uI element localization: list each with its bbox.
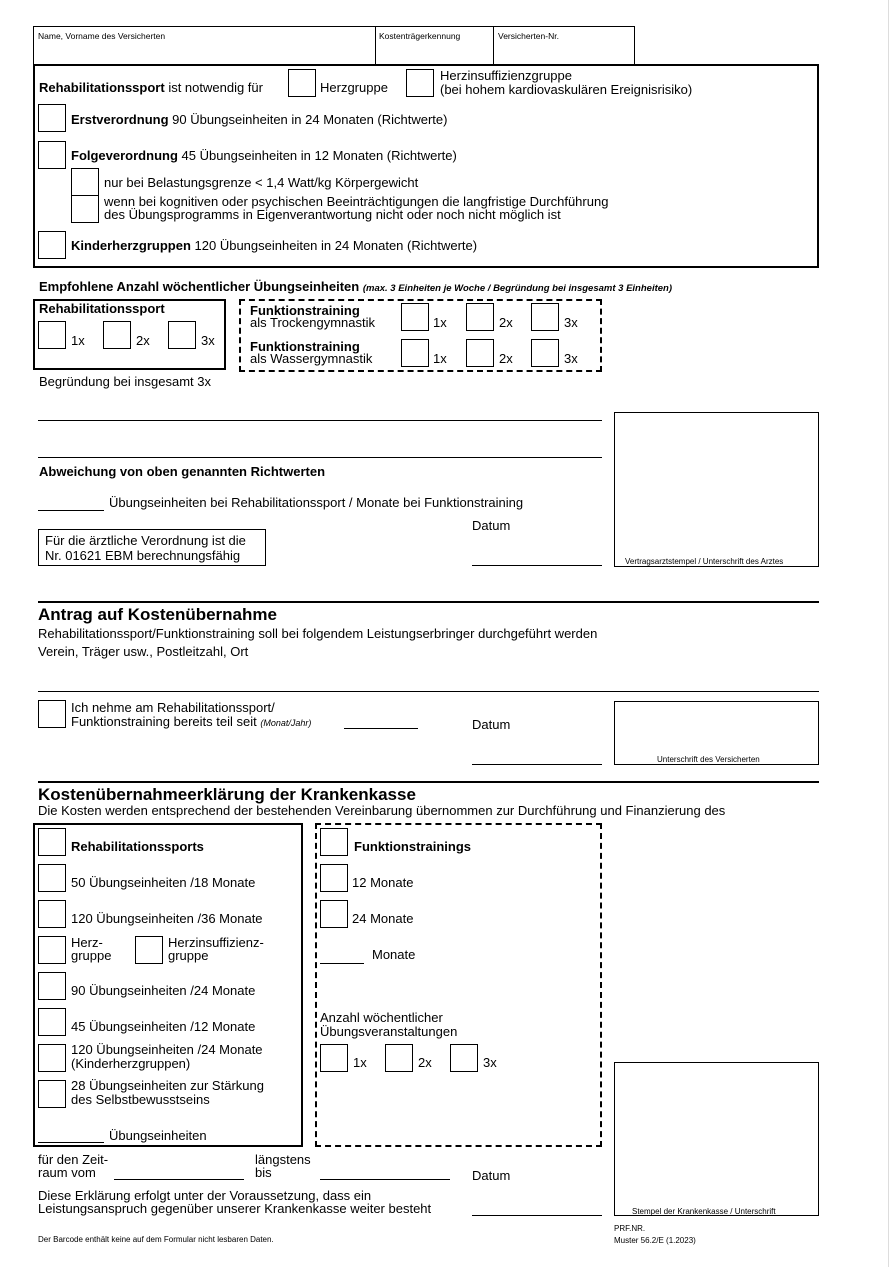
kasse-3x-checkbox[interactable] xyxy=(450,1044,478,1072)
ft-wasser-3x-checkbox[interactable] xyxy=(531,339,559,367)
kasse-2x-checkbox[interactable] xyxy=(385,1044,413,1072)
seit-input-line[interactable] xyxy=(344,728,418,729)
ft-trocken-3x-label: 3x xyxy=(564,315,578,330)
arzt-stamp-label: Vertragsarztstempel / Unterschrift des Arztes xyxy=(625,557,784,566)
zeitraum-vom-line[interactable] xyxy=(114,1179,244,1180)
rs-einheiten-label: Übungseinheiten xyxy=(109,1128,207,1143)
versicherten-nr-field[interactable] xyxy=(493,26,635,66)
rs-28-label-1: 28 Übungseinheiten zur Stärkung xyxy=(71,1078,264,1093)
ft-wasser-label: als Wassergymnastik xyxy=(250,351,373,366)
ft-title: Funktionstrainings xyxy=(354,839,471,854)
kasse-datum-label: Datum xyxy=(472,1168,511,1183)
rs-28-checkbox[interactable] xyxy=(38,1080,66,1108)
ft-trocken-1x-checkbox[interactable] xyxy=(401,303,429,331)
rs-120-24-checkbox[interactable] xyxy=(38,1044,66,1072)
ft-24-label: 24 Monate xyxy=(352,911,414,926)
rs-herzgruppe-label-2: gruppe xyxy=(71,948,112,963)
ft-trocken-label: als Trockengymnastik xyxy=(250,315,375,330)
ft-trocken-title: Funktionstraining xyxy=(250,303,360,318)
zeitraum-label-1: für den Zeit- xyxy=(38,1152,109,1167)
name-label: Name, Vorname des Versicherten xyxy=(38,31,166,41)
leistungserbringer-line[interactable] xyxy=(38,691,819,692)
reha-1x-label: 1x xyxy=(71,333,85,348)
abweichung-datum-label: Datum xyxy=(472,518,511,533)
barcode-note: Der Barcode enthält keine auf dem Formular nicht lesbaren Daten. xyxy=(38,1235,274,1244)
ebm-line-1: Für die ärztliche Verordnung ist die xyxy=(45,533,246,548)
bereits-teil-line-2: Funktionstraining bereits teil seit (Monat/Jahr) xyxy=(71,714,312,729)
ft-checkbox[interactable] xyxy=(320,828,348,856)
herzinsuff-note: (bei hohem kardiovaskulären Ereignisrisiko) xyxy=(440,82,693,97)
ft-monate-line[interactable] xyxy=(320,963,364,964)
begruendung-label: Begründung bei insgesamt 3x xyxy=(39,374,212,389)
ft-trocken-1x-label: 1x xyxy=(433,315,447,330)
folgeverordnung-label: Folgeverordnung 45 Übungseinheiten in 12 Monaten (Richtwerte) xyxy=(71,148,457,163)
ft-wasser-1x-checkbox[interactable] xyxy=(401,339,429,367)
rs-50-label: 50 Übungseinheiten /18 Monate xyxy=(71,875,256,890)
page-edge xyxy=(888,0,889,1267)
anzahl-label-2: Übungsveranstaltungen xyxy=(320,1024,458,1039)
erklaerung-line-1: Diese Erklärung erfolgt unter der Voraussetzung, dass ein xyxy=(38,1188,372,1203)
abweichung-datum-line[interactable] xyxy=(472,565,602,566)
herzgruppe-label: Herzgruppe xyxy=(320,80,388,95)
ft-monate-label: Monate xyxy=(372,947,416,962)
bereits-teil-checkbox[interactable] xyxy=(38,700,66,728)
kasse-1x-checkbox[interactable] xyxy=(320,1044,348,1072)
herzgruppe-checkbox[interactable] xyxy=(288,69,316,97)
kasse-subtitle: Die Kosten werden entsprechend der bestehenden Vereinbarung übernommen zur Durchführung und Finanzierung des xyxy=(38,803,726,818)
rs-45-checkbox[interactable] xyxy=(38,1008,66,1036)
weekly-title: Empfohlene Anzahl wöchentlicher Übungseinheiten (max. 3 Einheiten je Woche / Begründung bei insgesamt 3 Einheiten) xyxy=(39,279,673,294)
antrag-line-1: Rehabilitationssport/Funktionstraining soll bei folgendem Leistungserbringer durchgeführt werden xyxy=(38,626,598,641)
ft-box xyxy=(315,823,602,1147)
rs-45-label: 45 Übungseinheiten /12 Monate xyxy=(71,1019,256,1034)
prfnr-label: PRF.NR. xyxy=(614,1224,646,1233)
reha-weekly-title: Rehabilitationssport xyxy=(39,301,165,316)
antrag-divider xyxy=(38,601,819,603)
kostentraeger-field[interactable] xyxy=(375,26,494,66)
rs-einheiten-line[interactable] xyxy=(38,1142,104,1143)
reha-3x-label: 3x xyxy=(201,333,215,348)
belastungsgrenze-label: nur bei Belastungsgrenze < 1,4 Watt/kg Körpergewicht xyxy=(104,175,419,190)
ft-wasser-2x-checkbox[interactable] xyxy=(466,339,494,367)
abweichung-input-line[interactable] xyxy=(38,510,104,511)
kasse-1x-label: 1x xyxy=(353,1055,367,1070)
kinderherzgruppen-label: Kinderherzgruppen 120 Übungseinheiten in 24 Monaten (Richtwerte) xyxy=(71,238,478,253)
ft-12-label: 12 Monate xyxy=(352,875,414,890)
versicherten-nr-label: Versicherten-Nr. xyxy=(498,31,559,41)
muster-label: Muster 56.2/E (1.2023) xyxy=(614,1236,696,1245)
anzahl-label-1: Anzahl wöchentlicher xyxy=(320,1010,443,1025)
folgeverordnung-checkbox[interactable] xyxy=(38,141,66,169)
ft-12-checkbox[interactable] xyxy=(320,864,348,892)
rs-herzinsuff-label-2: gruppe xyxy=(168,948,209,963)
kasse-stamp-label: Stempel der Krankenkasse / Unterschrift xyxy=(632,1207,776,1216)
herzinsuff-label: Herzinsuffizienzgruppe xyxy=(440,68,572,83)
reha-2x-label: 2x xyxy=(136,333,150,348)
ft-trocken-3x-checkbox[interactable] xyxy=(531,303,559,331)
kostentraeger-label: Kostenträgerkennung xyxy=(379,31,461,41)
kasse-datum-line[interactable] xyxy=(472,1215,602,1216)
rs-120-36-checkbox[interactable] xyxy=(38,900,66,928)
kasse-stamp-box[interactable] xyxy=(614,1062,819,1216)
rs-herzgruppe-checkbox[interactable] xyxy=(38,936,66,964)
ft-24-checkbox[interactable] xyxy=(320,900,348,928)
ft-trocken-2x-checkbox[interactable] xyxy=(466,303,494,331)
ft-wasser-1x-label: 1x xyxy=(433,351,447,366)
abweichung-text: Übungseinheiten bei Rehabilitationssport / Monate bei Funktionstraining xyxy=(109,495,524,510)
antrag-line-2: Verein, Träger usw., Postleitzahl, Ort xyxy=(38,644,249,659)
erstverordnung-checkbox[interactable] xyxy=(38,104,66,132)
kognitiv-label-1: wenn bei kognitiven oder psychischen Beeinträchtigungen die langfristige Durchführung xyxy=(104,194,609,209)
rs-herzinsuff-label-1: Herzinsuffizienz- xyxy=(168,935,264,950)
rs-120-24-label-1: 120 Übungseinheiten /24 Monate xyxy=(71,1042,263,1057)
versicherter-sign-label: Unterschrift des Versicherten xyxy=(657,755,760,764)
laengstens-bis-line[interactable] xyxy=(320,1179,450,1180)
arzt-stamp-box[interactable] xyxy=(614,412,819,567)
rs-herzinsuff-checkbox[interactable] xyxy=(135,936,163,964)
rs-50-checkbox[interactable] xyxy=(38,864,66,892)
begruendung-line-2[interactable] xyxy=(38,457,602,458)
kognitiv-checkbox[interactable] xyxy=(71,195,99,223)
antrag-title: Antrag auf Kostenübernahme xyxy=(38,605,277,624)
antrag-datum-line[interactable] xyxy=(472,764,602,765)
reha-3x-checkbox[interactable] xyxy=(168,321,196,349)
rs-herzgruppe-label-1: Herz- xyxy=(71,935,103,950)
rs-120-36-label: 120 Übungseinheiten /36 Monate xyxy=(71,911,263,926)
rs-28-label-2: des Selbstbewusstseins xyxy=(71,1092,210,1107)
rs-90-label: 90 Übungseinheiten /24 Monate xyxy=(71,983,256,998)
bereits-teil-line-1: Ich nehme am Rehabilitationssport/ xyxy=(71,700,275,715)
reha-1x-checkbox[interactable] xyxy=(38,321,66,349)
laengstens-label-1: längstens xyxy=(255,1152,311,1167)
rs-120-24-label-2: (Kinderherzgruppen) xyxy=(71,1056,191,1071)
kasse-divider xyxy=(38,781,819,783)
ft-wasser-2x-label: 2x xyxy=(499,351,513,366)
kinderherzgruppen-checkbox[interactable] xyxy=(38,231,66,259)
kasse-2x-label: 2x xyxy=(418,1055,432,1070)
kasse-3x-label: 3x xyxy=(483,1055,497,1070)
erstverordnung-label: Erstverordnung 90 Übungseinheiten in 24 Monaten (Richtwerte) xyxy=(71,112,448,127)
herzinsuff-checkbox[interactable] xyxy=(406,69,434,97)
ft-wasser-title: Funktionstraining xyxy=(250,339,360,354)
reha-title: Rehabilitationssport ist notwendig für xyxy=(39,80,263,95)
rs-checkbox[interactable] xyxy=(38,828,66,856)
laengstens-label-2: bis xyxy=(255,1165,272,1180)
rs-90-checkbox[interactable] xyxy=(38,972,66,1000)
ft-wasser-3x-label: 3x xyxy=(564,351,578,366)
reha-2x-checkbox[interactable] xyxy=(103,321,131,349)
abweichung-title: Abweichung von oben genannten Richtwerten xyxy=(39,464,326,479)
ft-trocken-2x-label: 2x xyxy=(499,315,513,330)
kasse-title: Kostenübernahmeerklärung der Krankenkasse xyxy=(38,785,416,804)
zeitraum-label-2: raum vom xyxy=(38,1165,96,1180)
kognitiv-label-2: des Übungsprogramms in Eigenverantwortung nicht oder noch nicht möglich ist xyxy=(104,207,561,222)
belastungsgrenze-checkbox[interactable] xyxy=(71,168,99,196)
ebm-line-2: Nr. 01621 EBM berechnungsfähig xyxy=(45,548,241,563)
erklaerung-line-2: Leistungsanspruch gegenüber unserer Krankenkasse weiter besteht xyxy=(38,1201,432,1216)
antrag-datum-label: Datum xyxy=(472,717,511,732)
rs-title: Rehabilitationssports xyxy=(71,839,204,854)
name-field[interactable] xyxy=(33,26,376,66)
begruendung-line-1[interactable] xyxy=(38,420,602,421)
